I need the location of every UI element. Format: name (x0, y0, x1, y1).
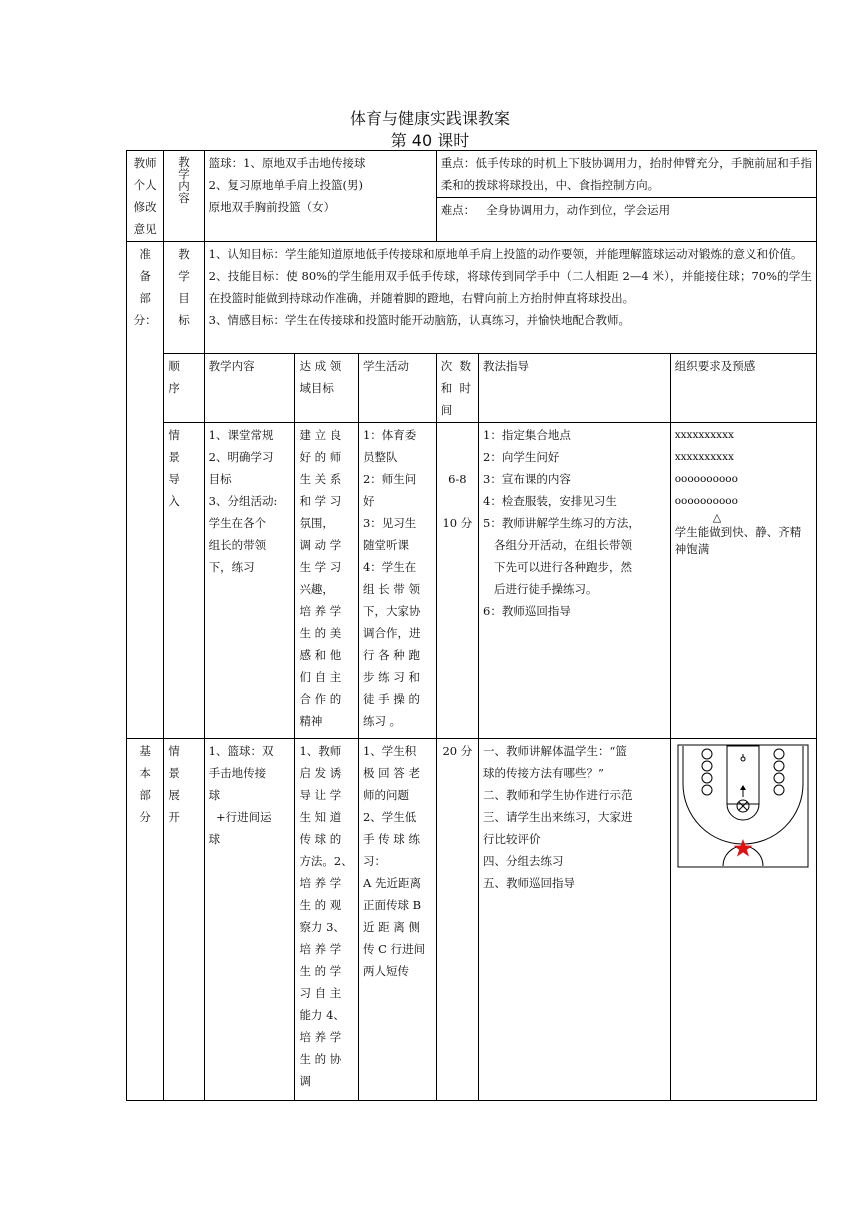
warmup-content-cell (204, 423, 295, 739)
warmup-time-cell (436, 423, 478, 739)
warmup-content-line: 目标 (208, 472, 232, 486)
warmup-goal-line: 合 作 的 (299, 692, 342, 706)
key-point-cell (436, 151, 816, 198)
warmup-method-line: 后进行徒手操练习。 (483, 582, 598, 596)
warmup-order-line: 导 (168, 472, 180, 486)
warmup-activity-line: 调合作，进 (362, 626, 421, 640)
content-line: 篮球：1、原地双手击地传接球 (208, 156, 366, 170)
arrow-icon (740, 785, 746, 790)
warmup-activity-cell (358, 423, 436, 739)
goal-label-cell (164, 242, 204, 354)
col-goal-line: 达 成 领 (299, 359, 342, 373)
prep-section-line: 备 (139, 269, 151, 283)
basic-section-line: 分 (139, 810, 151, 824)
goals-row (127, 242, 817, 354)
basic-method-cell (479, 739, 671, 1101)
warmup-goal-line: 生 的 美 (299, 626, 342, 640)
goal-label-line: 学 (178, 269, 190, 283)
player-markers-left (702, 749, 712, 795)
warmup-activity-line: 2：师生问 (362, 472, 417, 486)
warmup-goal-line: 兴趣， (299, 582, 334, 596)
formation-line: oooooooooo (674, 473, 738, 485)
basic-content-line: 球 (208, 788, 221, 802)
difficulty-cell (436, 198, 816, 242)
basic-goal-line: 生 的 协 (299, 1052, 342, 1066)
col-activity-header: 学生活动 (358, 354, 436, 423)
player-markers-right (774, 749, 784, 795)
warmup-time-line: 6-8 (448, 472, 467, 486)
basic-section-line: 部 (139, 788, 151, 802)
basic-method-line: 四、分组去练习 (483, 854, 564, 868)
warmup-activity-line: 徒 手 操 的 (362, 692, 420, 706)
warmup-goal-cell (295, 423, 359, 739)
col-time-header (436, 354, 478, 423)
content-text-cell (204, 151, 436, 242)
goal-label-line: 目 (178, 291, 190, 305)
basic-goal-line: 培 养 学 (299, 1030, 342, 1044)
col-org-header: 组织要求及预感 (670, 354, 816, 423)
revise-label (129, 152, 161, 240)
formation-line: xxxxxxxxxx (674, 451, 734, 463)
goal-label (166, 243, 201, 331)
warmup-method-line: 1：指定集合地点 (483, 428, 571, 442)
basic-activity-line: 2、学生低 (362, 810, 417, 824)
basic-activity-line: 师的问题 (362, 788, 409, 802)
basic-section-line: 本 (139, 766, 151, 780)
basic-content-line: +行进间运 (208, 810, 272, 824)
basic-order-line: 景 (168, 766, 180, 780)
col-order-header (164, 354, 204, 423)
warmup-content-line: 3、分组活动: (208, 494, 278, 508)
warmup-content-line: 下，练习 (208, 560, 255, 574)
warmup-method-line: 下先可以进行各种跑步，然 (483, 560, 633, 574)
prep-section-cell (127, 242, 164, 739)
basic-goal-line: 1、教师 (299, 744, 342, 758)
basic-content-line: 手击地传接 (208, 766, 267, 780)
revise-label-line: 修改 (133, 200, 157, 214)
basic-content-cell (204, 739, 295, 1101)
teacher-triangle-icon: △ (712, 511, 722, 524)
basic-method-line: 五、教师巡回指导 (483, 876, 576, 890)
basic-section-cell (127, 739, 164, 1101)
basic-order-line: 开 (168, 810, 180, 824)
warmup-goal-line: 好 的 师 (299, 450, 342, 464)
basic-content-line: 球 (208, 832, 221, 846)
basic-activity-line: 极 回 答 老 (362, 766, 420, 780)
col-time-line: 间 (440, 403, 453, 417)
formation-diagram (675, 424, 812, 512)
goal-label-line: 标 (178, 313, 190, 327)
content-label-char: 内 (178, 179, 190, 193)
content-line: 原地双手胸前投篮（女） (208, 200, 336, 214)
basic-section-line: 基 (139, 744, 151, 758)
warmup-activity-line: 员整队 (362, 450, 398, 464)
warmup-content-line: 组长的带领 (208, 538, 267, 552)
org-note: 学生能做到快、静、齐精神饱满 (674, 525, 802, 556)
lesson-plan-table (126, 150, 817, 1101)
warmup-time-line: 10 分 (442, 516, 473, 530)
col-order-line: 序 (168, 381, 180, 395)
warmup-method-line: 6：教师巡回指导 (483, 604, 571, 618)
column-header-row (127, 354, 817, 423)
warmup-method-line: 5：教师讲解学生练习的方法， (483, 516, 640, 530)
revise-label-line: 意见 (133, 222, 157, 236)
warmup-method-line: 3：宣布课的内容 (483, 472, 571, 486)
basic-activity-line: 两人短传 (362, 964, 409, 978)
basic-activity-line: 近 距 离 侧 (362, 920, 420, 934)
basic-activity-line: 传 C 行进间 (362, 942, 426, 956)
basic-activity-line: 1、学生积 (362, 744, 417, 758)
basic-order-line: 情 (168, 744, 180, 758)
content-label-char: 容 (178, 191, 190, 205)
difficulty-text: 难点： 全身协调用力，动作到位，学会运用 (440, 203, 671, 217)
prep-section-line: 分： (133, 313, 157, 327)
basic-activity-line: 手 传 球 练 (362, 832, 420, 846)
basic-goal-line: 生 的 观 (299, 898, 342, 912)
formation-line: xxxxxxxxxx (674, 429, 734, 441)
col-time-line: 和 时 (440, 381, 471, 395)
basic-order-line: 展 (168, 788, 180, 802)
warmup-goal-line: 们 自 主 (299, 670, 342, 684)
warmup-goal-line: 感 和 他 (299, 648, 342, 662)
basic-goal-line: 导 让 学 (299, 788, 342, 802)
warmup-activity-line: 1：体育委 (362, 428, 417, 442)
basic-goal-line: 培 养 学 (299, 876, 342, 890)
content-label-cell (164, 151, 204, 242)
basic-goal-line: 察力 3、 (299, 920, 345, 934)
warmup-goal-line: 和 学 习 (299, 494, 342, 508)
warmup-goal-line: 精神 (299, 714, 323, 728)
warmup-activity-line: 行 各 种 跑 (362, 648, 420, 662)
goal-2: 2、技能目标：使 80%的学生能用双手低手传球，将球传到同学手中（二人相距 2—4 米），并能接住球；70%的学生在投篮时能做到持球动作准确，并随着脚的蹬地，右臂向前上方抬肘伸直将球投出。 (208, 269, 812, 305)
basic-goal-line: 方法。2、 (299, 854, 353, 868)
basic-goal-cell (295, 739, 359, 1101)
warmup-goal-line: 调 动 学 (299, 538, 342, 552)
basketball-court-diagram (677, 744, 809, 868)
goal-label-line: 教 (178, 247, 190, 261)
basic-method-line: 三、请学生出来练习，大家进 (483, 810, 633, 824)
warmup-method-line: 4：检查服装，安排见习生 (483, 494, 617, 508)
warmup-time-line (441, 490, 474, 512)
goals-cell (204, 242, 816, 354)
teacher-star-icon (733, 839, 752, 857)
warmup-row (127, 423, 817, 739)
basic-activity-line: 正面传球 B (362, 898, 422, 912)
warmup-time-line (441, 446, 474, 468)
revise-label-line: 个人 (133, 178, 157, 192)
warmup-content-line: 学生在各个 (208, 516, 267, 530)
warmup-order-line: 入 (168, 494, 180, 508)
page-subtitle: 第 40 课时 (390, 131, 470, 150)
col-goal-line: 域目标 (299, 381, 334, 395)
warmup-goal-line: 培 养 学 (299, 604, 342, 618)
basic-activity-line: A 先近距离 (362, 876, 421, 890)
prep-section-line: 部 (139, 291, 151, 305)
warmup-goal-line: 生 关 系 (299, 472, 342, 486)
warmup-content-line: 2、明确学习 (208, 450, 274, 464)
warmup-org-cell (670, 423, 816, 739)
warmup-activity-line: 随堂听课 (362, 538, 409, 552)
content-lines (209, 152, 432, 218)
content-line: 2、复习原地单手肩上投篮(男) (208, 178, 363, 192)
page-title: 体育与健康实践课教案 (349, 109, 510, 128)
warmup-goal-line: 生 学 习 (299, 560, 342, 574)
basic-method-line: 一、教师讲解体温学生：“篮 (483, 744, 627, 758)
goal-1: 1、认知目标：学生能知道原地低手传接球和原地单手肩上投篮的动作要领，并能理解篮球运动对锻炼的意义和价值。 (208, 247, 803, 261)
basic-goal-line: 生 知 道 (299, 810, 342, 824)
warmup-method-line: 各组分开活动，在组长带领 (483, 538, 633, 552)
warmup-order-cell (164, 423, 204, 739)
basic-goal-line: 调 (299, 1074, 311, 1088)
basic-goal-line: 生 的 学 (299, 964, 342, 978)
header-row-1 (127, 151, 817, 198)
warmup-goal-line: 氛围， (299, 516, 334, 530)
col-content-header: 教学内容 (204, 354, 295, 423)
prep-section-label (129, 243, 161, 331)
warmup-activity-line: 组 长 带 领 (362, 582, 420, 596)
col-method-header: 教法指导 (479, 354, 671, 423)
basic-method-line: 行比较评价 (483, 832, 541, 846)
basic-method-line: 二、教师和学生协作进行示范 (483, 788, 633, 802)
content-label-char: 学 (178, 167, 190, 181)
warmup-activity-line: 练习 。 (362, 714, 402, 728)
formation-line: oooooooooo (674, 495, 738, 507)
content-label (178, 156, 190, 204)
content-label-char: 教 (178, 155, 190, 169)
warmup-order-line: 情 (168, 428, 180, 442)
basic-content-line: 1、篮球：双 (208, 744, 274, 758)
warmup-activity-line: 4：学生在 (362, 560, 417, 574)
revise-label-cell (127, 151, 164, 242)
warmup-activity-line: 步 练 习 和 (362, 670, 420, 684)
warmup-activity-line: 下，大家协 (362, 604, 421, 618)
revise-label-line: 教师 (133, 156, 157, 170)
prep-section-line: 准 (139, 247, 151, 261)
warmup-time-line (441, 424, 474, 446)
goal-3: 3、情感目标：学生在传接球和投篮时能开动脑筋，认真练习，并愉快地配合教师。 (208, 313, 630, 327)
warmup-activity-line: 3：见习生 (362, 516, 417, 530)
warmup-activity-line: 好 (362, 494, 375, 508)
basic-goal-line: 启 发 诱 (299, 766, 342, 780)
basic-method-line: 球的传接方法有哪些？” (483, 766, 604, 780)
warmup-order-line: 景 (168, 450, 180, 464)
basic-time-cell: 20 分 (436, 739, 478, 1101)
basic-goal-line: 能力 4、 (299, 1008, 345, 1022)
warmup-method-line: 2：向学生问好 (483, 450, 560, 464)
basic-goal-line: 传 球 的 (299, 832, 342, 846)
col-order-line: 顺 (168, 359, 180, 373)
key-point-text: 重点：低手传球的时机上下肢协调用力，抬肘伸臂充分，手腕前屈和手指柔和的拨球将球投出，中、食指控制方向。 (440, 156, 812, 192)
basic-activity-line: 习： (362, 854, 386, 868)
basic-order-cell (164, 739, 204, 1101)
basic-goal-line: 培 养 学 (299, 942, 342, 956)
warmup-content-line: 1、课堂常规 (208, 428, 274, 442)
basic-org-cell (670, 739, 816, 1101)
warmup-goal-line: 建 立 良 (299, 428, 342, 442)
col-time-line: 次 数 (440, 359, 471, 373)
basic-activity-cell (358, 739, 436, 1101)
basic-goal-line: 习 自 主 (299, 986, 342, 1000)
warmup-method-cell (479, 423, 671, 739)
col-goal-header (295, 354, 359, 423)
basic-row (127, 739, 817, 1101)
